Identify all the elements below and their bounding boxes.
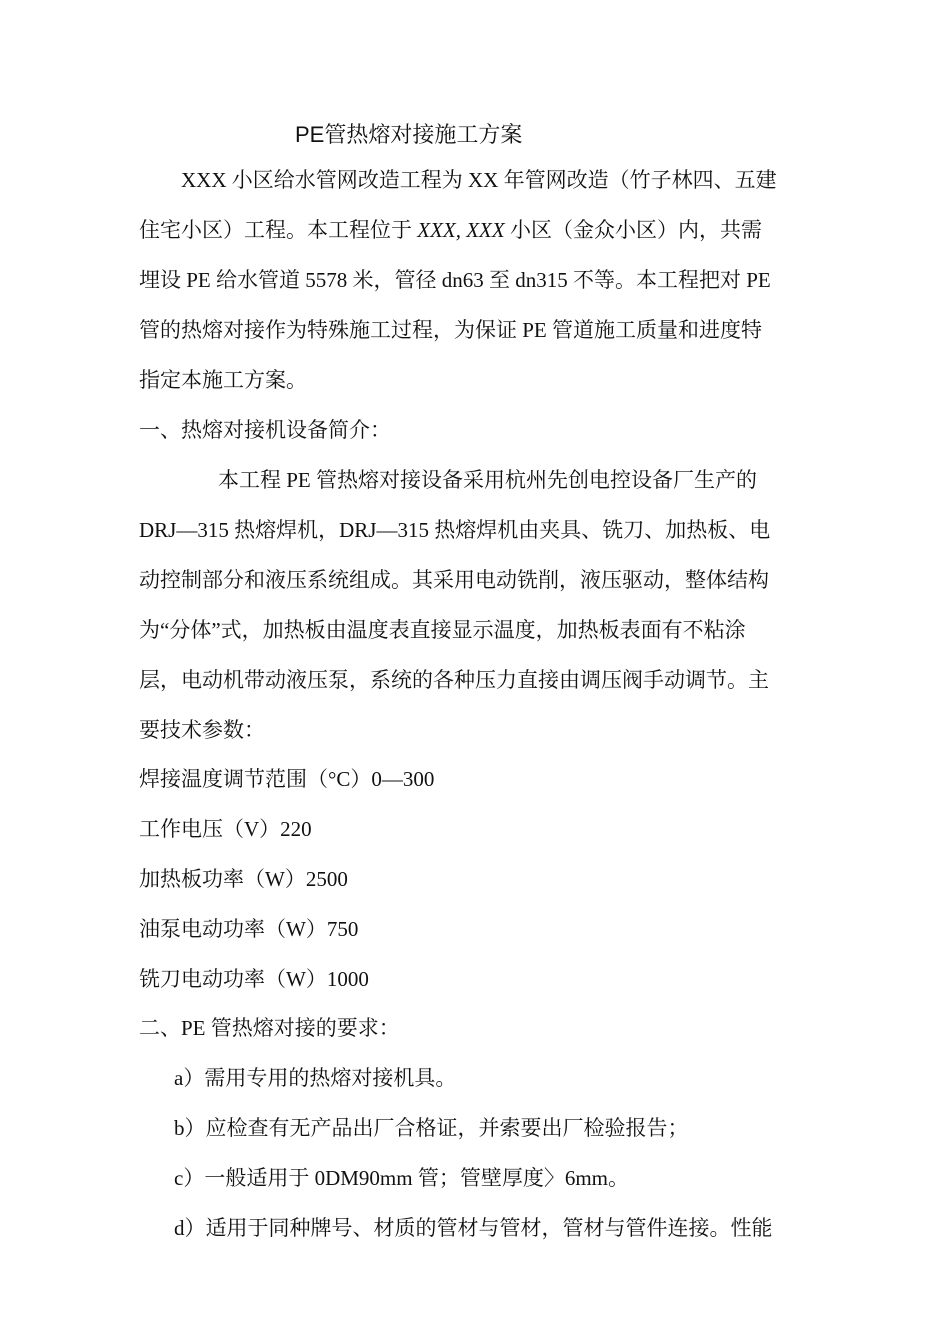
intro-line-4: 管的热熔对接作为特殊施工过程，为保证 PE 管道施工质量和进度特 [139,318,763,342]
param-item: 铣刀电动功率（W）1000 [139,967,369,991]
requirement-item: a）需用专用的热熔对接机具。 [174,1066,457,1090]
document-title [295,118,522,149]
param-item: 油泵电动功率（W）750 [139,917,359,941]
intro-line-2-a: 住宅小区）工程。本工程位于 [139,218,418,242]
section-2-heading: 二、PE 管热熔对接的要求： [139,1016,400,1040]
section-1-line-2: DRJ—315 热熔焊机，DRJ—315 热熔焊机由夹具、铣刀、加热板、电 [139,518,771,542]
section-1-line-1: 本工程 PE 管热熔对接设备采用杭州先创电控设备厂生产的 [218,468,758,492]
section-1-line-3: 动控制部分和液压系统组成。其采用电动铣削，液压驱动，整体结构 [139,568,769,592]
section-1-line-5: 层，电动机带动液压泵，系统的各种压力直接由调压阀手动调节。主 [139,668,769,692]
intro-location: XXX, XXX [417,218,505,242]
param-item: 工作电压（V）220 [139,817,312,841]
intro-line-5: 指定本施工方案。 [139,368,307,392]
requirement-item: c）一般适用于 0DΜ90mm 管；管壁厚度〉6mm。 [174,1166,629,1190]
param-item: 加热板功率（W）2500 [139,867,348,891]
title-text: 管热熔对接施工方案 [324,122,523,147]
intro-line-1: XXX 小区给水管网改造工程为 XX 年管网改造（竹子林四、五建 [181,168,777,192]
intro-line-2-c: 小区（金众小区）内，共需 [504,218,762,242]
intro-line-3: 埋设 PE 给水管道 5578 米，管径 dn63 至 dn315 不等。本工程把对 PE [139,268,771,292]
param-item: 焊接温度调节范围（°C）0—300 [139,767,435,791]
requirement-item: b）应检查有无产品出厂合格证，并索要出厂检验报告； [174,1116,689,1140]
requirement-item: d）适用于同种牌号、材质的管材与管材，管材与管件连接。性能 [174,1216,773,1240]
section-1-line-6: 要技术参数： [139,718,265,742]
intro-line-2 [139,216,762,244]
title-prefix: PE [295,122,325,147]
section-1-heading: 一、热熔对接机设备简介： [139,418,391,442]
section-1-line-4: 为“分体”式，加热板由温度表直接显示温度，加热板表面有不粘涂 [139,618,746,642]
